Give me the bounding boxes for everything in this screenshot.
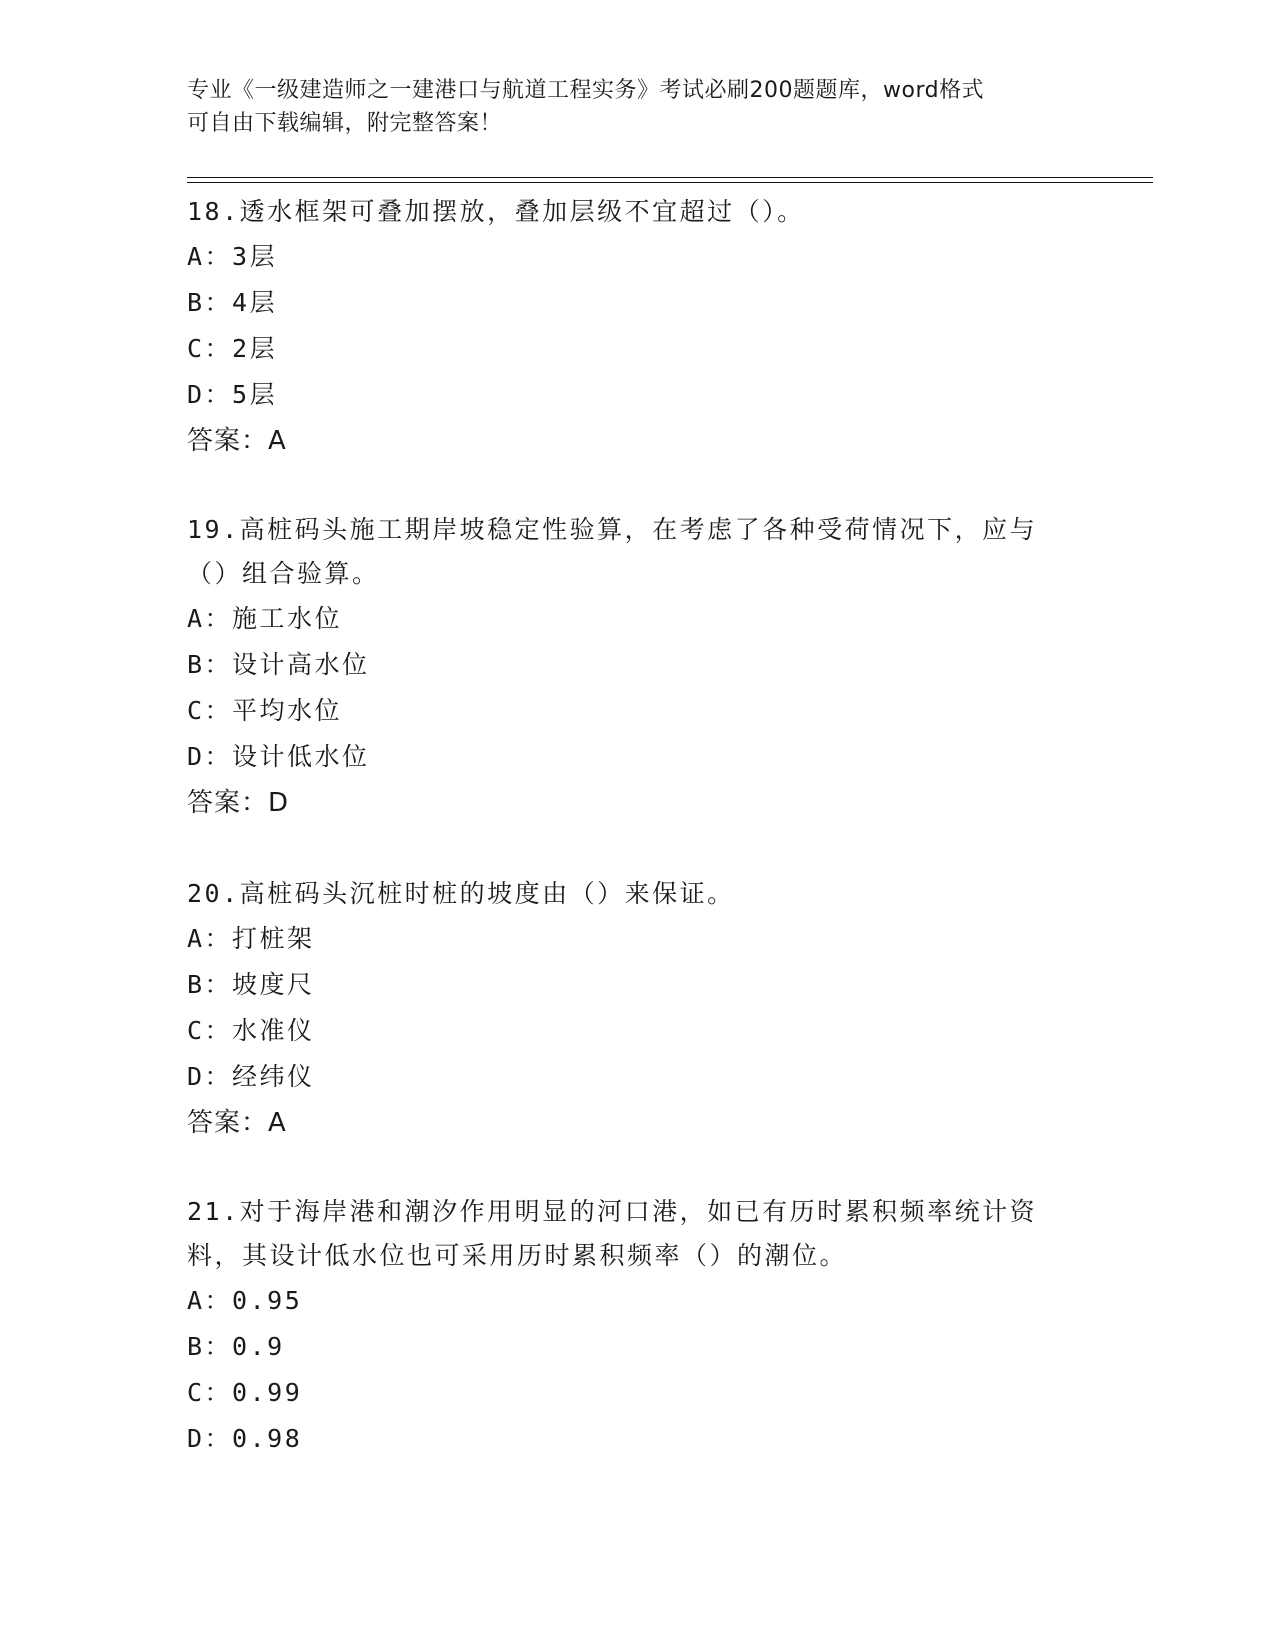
option-b: B：设计高水位 [187,650,370,679]
option-a: A：3层 [187,242,278,271]
question-title-continued: 料，其设计低水位也可采用历时累积频率（）的潮位。 [187,1241,848,1270]
question-title: 21.对于海岸港和潮汐作用明显的河口港，如已有历时累积频率统计资 [187,1197,1038,1226]
question-18 [187,190,1087,464]
option-d: D：5层 [187,380,278,409]
question-20 [187,872,1087,1146]
question-title-continued: （）组合验算。 [187,559,380,588]
header-line-2: 可自由下载编辑，附完整答案！ [187,111,503,136]
option-a: A：打桩架 [187,924,315,953]
header-line-1: 专业《一级建造师之一建港口与航道工程实务》考试必刷200题题库，word格式 [187,78,985,103]
option-b: B：0.9 [187,1332,285,1361]
option-c: C：平均水位 [187,696,343,725]
option-d: D：设计低水位 [187,742,370,771]
option-d: D：0.98 [187,1424,303,1453]
header-divider-top [187,177,1153,178]
question-19 [187,508,1087,826]
answer: 答案：D [187,788,290,818]
question-title: 19.高桩码头施工期岸坡稳定性验算，在考虑了各种受荷情况下，应与 [187,515,1038,544]
header-divider-bottom [187,182,1153,183]
question-21 [187,1190,1087,1462]
question-title: 18.透水框架可叠加摆放，叠加层级不宜超过（）。 [187,197,805,226]
option-c: C：水准仪 [187,1016,315,1045]
answer: 答案：A [187,426,287,456]
option-d: D：经纬仪 [187,1062,315,1091]
option-b: B：4层 [187,288,278,317]
question-title: 20.高桩码头沉桩时桩的坡度由（）来保证。 [187,879,735,908]
answer: 答案：A [187,1108,287,1138]
option-c: C：2层 [187,334,278,363]
option-b: B：坡度尺 [187,970,315,999]
option-a: A：0.95 [187,1286,303,1315]
document-header [187,74,1067,140]
option-a: A：施工水位 [187,604,343,633]
option-c: C：0.99 [187,1378,303,1407]
